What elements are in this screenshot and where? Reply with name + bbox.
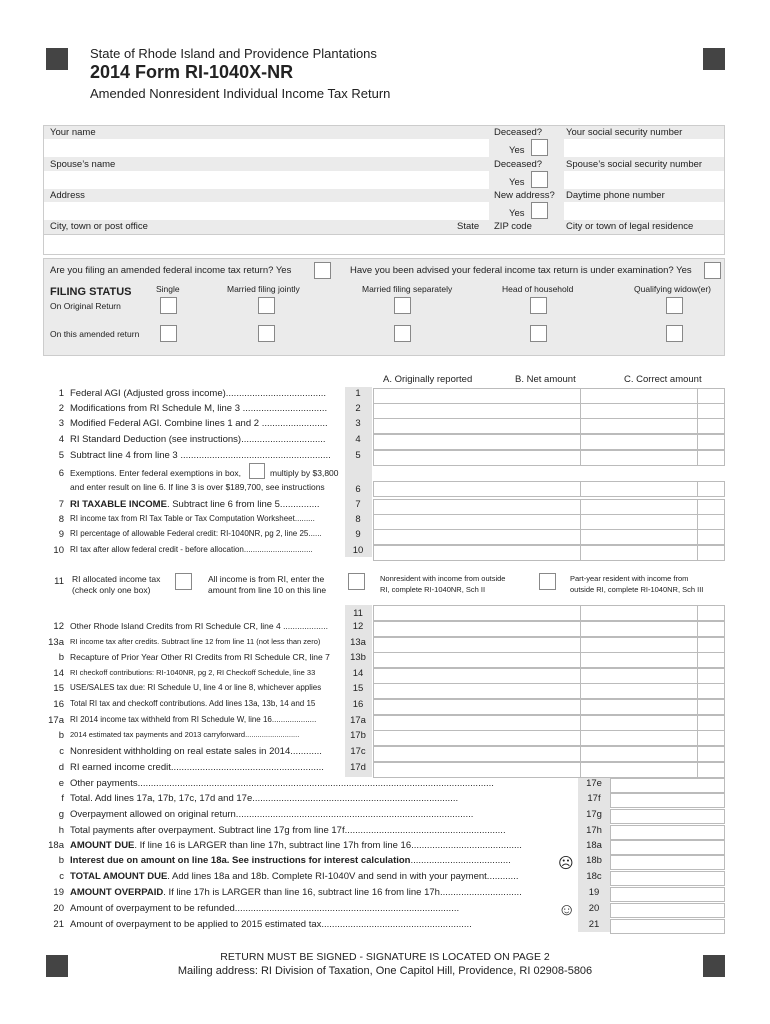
- line-col-number: 18a: [586, 840, 602, 851]
- line-13a-col-a[interactable]: [373, 637, 581, 653]
- line-col-number: 15: [352, 683, 364, 694]
- line-6-text-c: and enter result on line 6. If line 3 is over $189,700, see instructions: [70, 482, 325, 492]
- line-label: 18a: [48, 840, 64, 851]
- line-text: Subtract line 4 from line 3 .........................................................: [70, 450, 331, 461]
- line-12-col-c[interactable]: [697, 621, 725, 637]
- line-text: RI tax after allow federal credit - before allocation...............................: [70, 545, 313, 554]
- line-10-col-a[interactable]: [373, 545, 581, 561]
- line-row: [0, 762, 770, 778]
- widower-amended-checkbox[interactable]: [666, 325, 683, 342]
- line-col-number: 3: [355, 418, 361, 429]
- line-text: RI checkoff contributions: RI-1040NR, pg 2, RI Checkoff Schedule, line 33: [70, 668, 316, 677]
- line-13a-col-b[interactable]: [580, 637, 698, 653]
- spouse-deceased-yes-label: Yes: [509, 177, 525, 188]
- lines-1-5: [0, 388, 770, 468]
- line-label: b: [58, 855, 64, 866]
- line-4-col-a[interactable]: [373, 434, 581, 450]
- line-label: e: [58, 778, 64, 789]
- option-single: Single: [156, 284, 180, 294]
- all-ri-income-checkbox[interactable]: [175, 573, 192, 590]
- line-row: [0, 730, 770, 746]
- line-col-number: 17a: [350, 715, 366, 726]
- line-19-amount[interactable]: [610, 887, 725, 902]
- line-label: 15: [53, 683, 64, 694]
- line-col-number: 1: [355, 388, 361, 399]
- line-col-number: 13b: [350, 652, 366, 663]
- widower-original-checkbox[interactable]: [666, 297, 683, 314]
- line-label: h: [58, 825, 64, 836]
- line-text: 2014 estimated tax payments and 2013 carryforward..........................: [70, 730, 300, 739]
- deceased-yes-label: Yes: [509, 145, 525, 156]
- line-label: g: [58, 809, 64, 820]
- line-col-number: 2: [355, 403, 361, 414]
- line-col-number: 16: [352, 699, 364, 710]
- your-ssn-label: Your social security number: [566, 127, 683, 138]
- line-row: [0, 450, 770, 466]
- line-12-col-b[interactable]: [580, 621, 698, 637]
- line-14-col-b[interactable]: [580, 668, 698, 684]
- hoh-original-checkbox[interactable]: [530, 297, 547, 314]
- registration-mark-top-left: [46, 48, 68, 70]
- spouse-deceased-checkbox[interactable]: [531, 171, 548, 188]
- line-6-col-a[interactable]: [373, 481, 581, 497]
- line-2-col-b[interactable]: [580, 403, 698, 419]
- line-col-number: 19: [588, 887, 600, 898]
- line-17d-col-a[interactable]: [373, 762, 581, 778]
- line-11-text-d2: outside RI, complete RI-1040NR, Sch III: [570, 585, 704, 594]
- line-11-text-b2: amount from line 10 on this line: [208, 585, 327, 595]
- line-12-col-a[interactable]: [373, 621, 581, 637]
- line-11-text-b1: All income is from RI, enter the: [208, 574, 325, 584]
- line-17b-col-a[interactable]: [373, 730, 581, 746]
- line-row: [0, 855, 770, 871]
- line-col-number: 20: [588, 903, 600, 914]
- line-col-number: 10: [352, 545, 364, 556]
- address-input[interactable]: [44, 202, 489, 220]
- line-17c-col-b[interactable]: [580, 746, 698, 762]
- line-label: 20: [53, 903, 64, 914]
- line-11-label: 11: [54, 576, 64, 587]
- form-title: 2014 Form RI-1040X-NR: [90, 62, 294, 82]
- your-ssn-input[interactable]: [564, 139, 724, 157]
- line-1-col-c[interactable]: [697, 388, 725, 404]
- line-text: Amount of overpayment to be applied to 2015 estimated tax.........................................................: [70, 919, 472, 930]
- lines-18-21: [0, 840, 770, 936]
- line-17h-amount[interactable]: [610, 825, 725, 840]
- new-address-label: New address?: [494, 190, 555, 201]
- line-8-col-b[interactable]: [580, 514, 698, 530]
- spouse-name-input[interactable]: [44, 171, 489, 189]
- amended-federal-question: Are you filing an amended federal income tax return? Yes: [50, 265, 292, 276]
- line-17c-col-c[interactable]: [697, 746, 725, 762]
- line-11-col-number: 11: [353, 608, 363, 619]
- line-6-col-number: 6: [355, 484, 361, 495]
- line-13b-col-c[interactable]: [697, 652, 725, 668]
- line-17a-col-a[interactable]: [373, 715, 581, 731]
- amended-federal-checkbox[interactable]: [314, 262, 331, 279]
- state-name: State of Rhode Island and Providence Plantations: [90, 46, 377, 61]
- line-17d-col-b[interactable]: [580, 762, 698, 778]
- line-row: [0, 418, 770, 434]
- line-11-text-d1: Part-year resident with income from: [570, 574, 689, 583]
- column-a-header: A. Originally reported: [383, 374, 473, 385]
- line-row: [0, 637, 770, 653]
- legal-residence-label: City or town of legal residence: [566, 221, 694, 232]
- line-row: [0, 529, 770, 545]
- line-label: 21: [53, 919, 64, 930]
- line-row: [0, 715, 770, 731]
- line-text: Modified Federal AGI. Combine lines 1 and 2 .........................: [70, 418, 328, 429]
- line-7-bold: RI TAXABLE INCOME: [70, 499, 167, 510]
- line-5-col-b[interactable]: [580, 450, 698, 466]
- line-row: [0, 887, 770, 903]
- line-9-col-b[interactable]: [580, 529, 698, 545]
- line-row: [0, 434, 770, 450]
- line-col-number: 17d: [350, 762, 366, 773]
- line-7-col-c[interactable]: [697, 499, 725, 515]
- line-1-col-a[interactable]: [373, 388, 581, 404]
- line-text: Overpayment allowed on original return..........................................................................................: [70, 809, 474, 820]
- state-label: State: [457, 221, 480, 232]
- line-row: [0, 793, 770, 809]
- city-label: City, town or post office: [50, 221, 148, 232]
- line-row: [0, 699, 770, 715]
- line-18c-amount[interactable]: [610, 871, 725, 886]
- separately-original-checkbox[interactable]: [394, 297, 411, 314]
- line-17a-col-b[interactable]: [580, 715, 698, 731]
- line-col-number: 17h: [586, 825, 602, 836]
- line-label: 19: [53, 887, 64, 898]
- line-6-col-c[interactable]: [697, 481, 725, 497]
- line-7-col-b[interactable]: [580, 499, 698, 515]
- your-name-label: Your name: [50, 127, 96, 138]
- line-col-number: 8: [355, 514, 361, 525]
- line-row: [0, 668, 770, 684]
- line-row: [0, 514, 770, 530]
- line-18a-text: . If line 16 is LARGER than line 17h, subtract line 17h from line 16..........................................: [134, 840, 522, 851]
- line-15-col-a[interactable]: [373, 683, 581, 699]
- line-6-text-a: Exemptions. Enter federal exemptions in box,: [70, 468, 242, 478]
- line-17b-col-b[interactable]: [580, 730, 698, 746]
- line-2-col-c[interactable]: [697, 403, 725, 419]
- line-row: [0, 652, 770, 668]
- under-exam-checkbox[interactable]: [704, 262, 721, 279]
- line-col-number: 21: [588, 919, 600, 930]
- line-16-col-b[interactable]: [580, 699, 698, 715]
- your-name-input[interactable]: [44, 139, 489, 157]
- city-row-inputs[interactable]: [43, 235, 725, 255]
- spouse-ssn-label: Spouse’s social security number: [566, 159, 703, 170]
- line-3-col-c[interactable]: [697, 418, 725, 434]
- line-label: 2: [58, 403, 64, 414]
- smile-face-icon: ☺: [558, 900, 576, 919]
- line-col-number: 5: [355, 450, 361, 461]
- registration-mark-top-right: [703, 48, 725, 70]
- line-18a-bold: AMOUNT DUE: [70, 840, 135, 851]
- separately-amended-checkbox[interactable]: [394, 325, 411, 342]
- line-13b-col-a[interactable]: [373, 652, 581, 668]
- identity-section: [43, 125, 725, 235]
- line-label: 7: [58, 499, 64, 510]
- line-11-text-c1: Nonresident with income from outside: [380, 574, 506, 583]
- line-col-number: 7: [355, 499, 361, 510]
- zip-label: ZIP code: [494, 221, 532, 232]
- filing-status-title: FILING STATUS: [50, 286, 132, 298]
- line-text: RI earned income credit..........................................................: [70, 762, 324, 773]
- line-10-col-b[interactable]: [580, 545, 698, 561]
- line-14-col-a[interactable]: [373, 668, 581, 684]
- line-row: [0, 919, 770, 935]
- part-year-checkbox[interactable]: [539, 573, 556, 590]
- spouse-deceased-label: Deceased?: [494, 159, 543, 170]
- line-label: 5: [58, 450, 64, 461]
- line-text: Other payments.......................................................................................................................................: [70, 778, 494, 789]
- line-5-col-a[interactable]: [373, 450, 581, 466]
- line-7-text: . Subtract line 6 from line 5...............: [166, 499, 320, 510]
- line-label: 16: [53, 699, 64, 710]
- single-amended-checkbox[interactable]: [160, 325, 177, 342]
- line-6-label: 6: [58, 468, 64, 479]
- line-label: 12: [53, 621, 64, 632]
- line-label: 17a: [48, 715, 64, 726]
- line-row: [0, 545, 770, 561]
- line-15-col-c[interactable]: [697, 683, 725, 699]
- line-text: Total. Add lines 17a, 17b, 17c, 17d and 17e..............................................................................: [70, 793, 459, 804]
- form-subtitle: Amended Nonresident Individual Income Tax Return: [90, 86, 391, 101]
- under-exam-question: Have you been advised your federal income tax return is under examination? Yes: [350, 265, 692, 276]
- line-10-col-c[interactable]: [697, 545, 725, 561]
- address-label: Address: [50, 190, 85, 201]
- line-label: 3: [58, 418, 64, 429]
- line-text: RI income tax after credits. Subtract line 12 from line 11 (not less than zero): [70, 637, 321, 646]
- line-17g-amount[interactable]: [610, 809, 725, 824]
- line-18c-bold: TOTAL AMOUNT DUE: [70, 871, 168, 882]
- frown-face-icon: ☹: [558, 855, 574, 872]
- line-17f-amount[interactable]: [610, 793, 725, 808]
- line-7-col-a[interactable]: [373, 499, 581, 515]
- line-label: 10: [53, 545, 64, 556]
- line-text: Recapture of Prior Year Other RI Credits from RI Schedule CR, line 7: [70, 652, 330, 662]
- filing-status-amended-label: On this amended return: [50, 329, 140, 339]
- line-11-col-b[interactable]: [580, 605, 698, 621]
- line-row: [0, 499, 770, 515]
- line-text: Modifications from RI Schedule M, line 3 ................................: [70, 403, 328, 414]
- line-8-col-c[interactable]: [697, 514, 725, 530]
- exemptions-box[interactable]: [249, 463, 265, 479]
- line-text: Other Rhode Island Credits from RI Schedule CR, line 4 ...................: [70, 621, 328, 631]
- line-3-col-a[interactable]: [373, 418, 581, 434]
- line-label: 13a: [48, 637, 64, 648]
- line-text: RI percentage of allowable Federal credit: RI-1040NR, pg 2, line 25......: [70, 529, 322, 538]
- lines-17e-17h: [0, 778, 770, 842]
- line-col-number: 17g: [586, 809, 602, 820]
- line-text: Total payments after overpayment. Subtract line 17g from line 17f.............................................................: [70, 825, 506, 836]
- line-col-number: 13a: [350, 637, 366, 648]
- line-text: Amount of overpayment to be refunded.....................................................................................: [70, 903, 460, 914]
- line-21-amount[interactable]: [610, 919, 725, 934]
- line-label: c: [59, 746, 64, 757]
- line-col-number: 17e: [586, 778, 602, 789]
- daytime-phone-label: Daytime phone number: [566, 190, 665, 201]
- option-married-jointly: Married filing jointly: [227, 284, 300, 294]
- line-row: [0, 388, 770, 404]
- line-18b-bold: Interest due on amount on line 18a. See instructions for interest calculation: [70, 855, 411, 866]
- line-13a-col-c[interactable]: [697, 637, 725, 653]
- line-9-col-c[interactable]: [697, 529, 725, 545]
- line-label: c: [59, 871, 64, 882]
- lines-7-10: [0, 499, 770, 561]
- line-19-bold: AMOUNT OVERPAID: [70, 887, 164, 898]
- filing-status-original-label: On Original Return: [50, 301, 121, 311]
- mailing-address: Mailing address: RI Division of Taxation, One Capitol Hill, Providence, RI 02908-5806: [177, 965, 593, 977]
- line-13b-col-b[interactable]: [580, 652, 698, 668]
- line-1-col-b[interactable]: [580, 388, 698, 404]
- line-label: b: [58, 652, 64, 663]
- option-head-of-household: Head of household: [502, 284, 574, 294]
- line-col-number: 9: [355, 529, 361, 540]
- line-text: Nonresident withholding on real estate sales in 2014............: [70, 746, 322, 757]
- line-11-col-c[interactable]: [697, 605, 725, 621]
- spouse-name-label: Spouse’s name: [50, 159, 116, 170]
- line-row: [0, 403, 770, 419]
- column-c-header: C. Correct amount: [624, 374, 702, 385]
- line-9-col-a[interactable]: [373, 529, 581, 545]
- line-row: [0, 900, 770, 919]
- single-original-checkbox[interactable]: [160, 297, 177, 314]
- line-text: Total RI tax and checkoff contributions. Add lines 13a, 13b, 14 and 15: [70, 699, 316, 708]
- line-row: [0, 621, 770, 637]
- line-row: [0, 746, 770, 762]
- filing-status-section: [43, 258, 725, 356]
- line-label: 14: [53, 668, 64, 679]
- line-col-number: 17c: [350, 746, 366, 757]
- new-address-checkbox[interactable]: [531, 202, 548, 219]
- daytime-phone-input[interactable]: [564, 202, 724, 220]
- line-16-col-a[interactable]: [373, 699, 581, 715]
- line-col-number: 17b: [350, 730, 366, 741]
- line-18b-text: ......................................: [410, 855, 511, 866]
- line-row: [0, 825, 770, 841]
- line-11-text-a1: RI allocated income tax: [72, 574, 161, 584]
- line-row: [0, 683, 770, 699]
- line-15-col-b[interactable]: [580, 683, 698, 699]
- spouse-ssn-input[interactable]: [564, 171, 724, 189]
- line-17e-amount[interactable]: [610, 778, 725, 793]
- line-text: RI 2014 income tax withheld from RI Schedule W, line 16....................: [70, 715, 317, 724]
- line-18a-amount[interactable]: [610, 840, 725, 855]
- line-18c-text: . Add lines 18a and 18b. Complete RI-1040V and send in with your payment............: [167, 871, 519, 882]
- line-3-col-b[interactable]: [580, 418, 698, 434]
- option-married-separately: Married filing separately: [362, 284, 453, 294]
- line-20-amount[interactable]: [610, 903, 725, 918]
- line-col-number: 14: [352, 668, 364, 679]
- line-14-col-c[interactable]: [697, 668, 725, 684]
- line-text: RI income tax from RI Tax Table or Tax Computation Worksheet.........: [70, 514, 315, 523]
- line-11-text-c2: RI, complete RI-1040NR, Sch II: [380, 585, 486, 594]
- line-text: Federal AGI (Adjusted gross income)......................................: [70, 388, 327, 399]
- line-19-text: . If line 17h is LARGER than line 16, subtract line 16 from line 17h...............................: [163, 887, 522, 898]
- line-col-number: 18c: [586, 871, 602, 882]
- line-col-number: 12: [352, 621, 364, 632]
- nonresident-checkbox[interactable]: [348, 573, 365, 590]
- line-row: [0, 778, 770, 794]
- line-6-col-b[interactable]: [580, 481, 698, 497]
- line-label: 8: [58, 514, 64, 525]
- line-2-col-a[interactable]: [373, 403, 581, 419]
- line-text: RI Standard Deduction (see instructions)................................: [70, 434, 326, 445]
- line-17a-col-c[interactable]: [697, 715, 725, 731]
- line-col-number: 17f: [587, 793, 601, 804]
- signature-notice: RETURN MUST BE SIGNED - SIGNATURE IS LOCATED ON PAGE 2: [220, 951, 550, 963]
- deceased-checkbox[interactable]: [531, 139, 548, 156]
- line-5-col-c[interactable]: [697, 450, 725, 466]
- line-11-text-a2: (check only one box): [72, 585, 151, 595]
- column-b-header: B. Net amount: [515, 374, 576, 385]
- line-row: [0, 840, 770, 856]
- line-11-col-a[interactable]: [373, 605, 581, 621]
- deceased-label: Deceased?: [494, 127, 543, 138]
- lines-12-17d: [0, 621, 770, 777]
- line-17b-col-c[interactable]: [697, 730, 725, 746]
- line-17d-col-c[interactable]: [697, 762, 725, 778]
- line-17c-col-a[interactable]: [373, 746, 581, 762]
- line-18b-amount[interactable]: [610, 855, 725, 870]
- line-16-col-c[interactable]: [697, 699, 725, 715]
- hoh-amended-checkbox[interactable]: [530, 325, 547, 342]
- line-4-col-c[interactable]: [697, 434, 725, 450]
- line-row: [0, 809, 770, 825]
- line-6-text-b: multiply by $3,800: [270, 468, 339, 478]
- line-label: f: [61, 793, 64, 804]
- jointly-original-checkbox[interactable]: [258, 297, 275, 314]
- line-col-number: 4: [355, 434, 361, 445]
- line-8-col-a[interactable]: [373, 514, 581, 530]
- line-4-col-b[interactable]: [580, 434, 698, 450]
- jointly-amended-checkbox[interactable]: [258, 325, 275, 342]
- new-address-yes-label: Yes: [509, 208, 525, 219]
- option-qualifying-widower: Qualifying widow(er): [634, 284, 711, 294]
- line-label: b: [58, 730, 64, 741]
- line-text: USE/SALES tax due: RI Schedule U, line 4 or line 8, whichever applies: [70, 683, 322, 692]
- line-label: 9: [58, 529, 64, 540]
- line-row: [0, 871, 770, 887]
- line-label: 1: [58, 388, 64, 399]
- line-label: d: [58, 762, 64, 773]
- line-col-number: 18b: [586, 855, 602, 866]
- line-label: 4: [58, 434, 64, 445]
